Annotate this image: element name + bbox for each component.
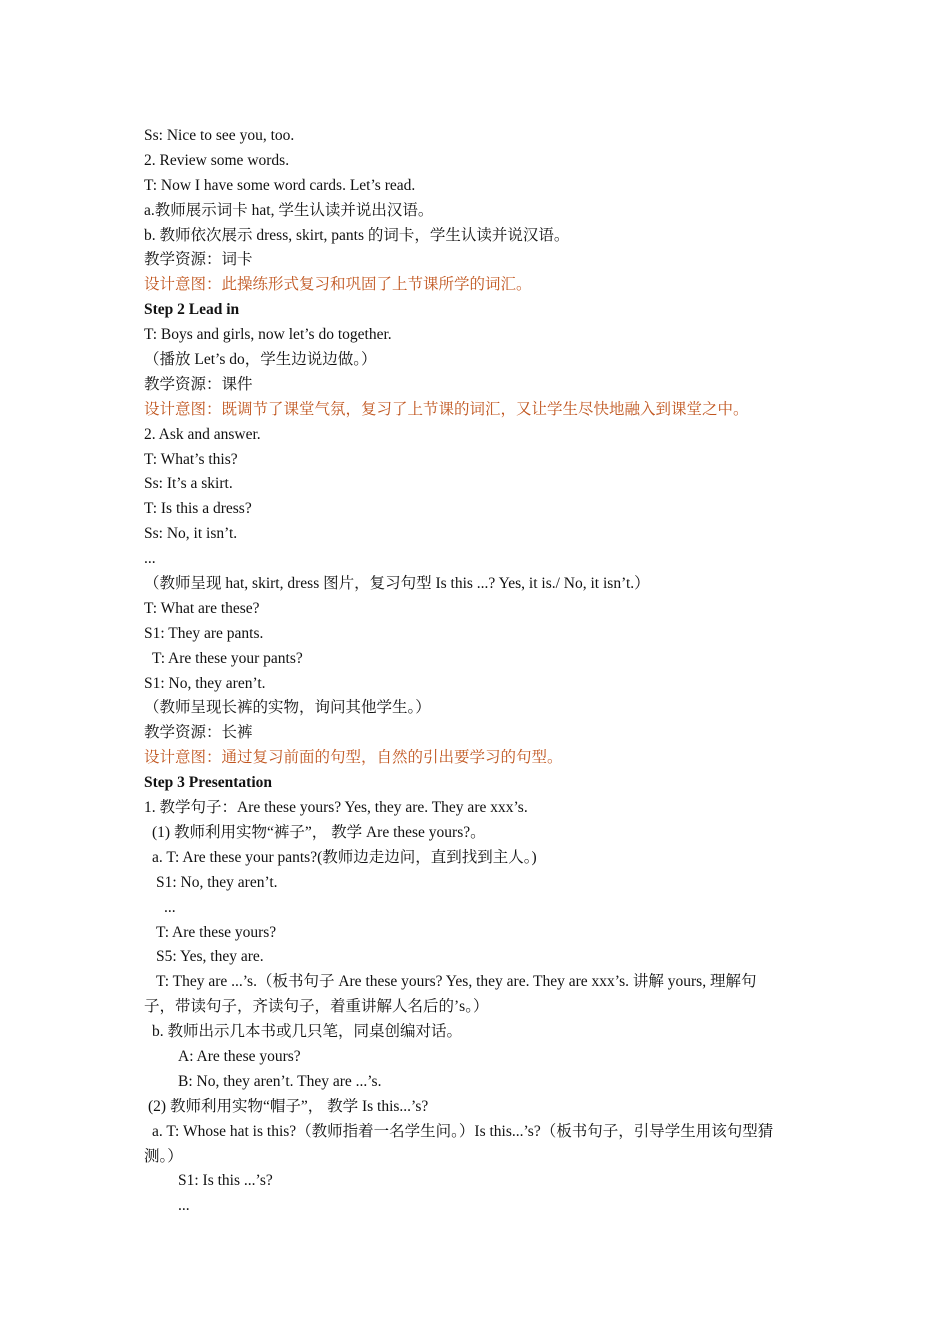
resource-line: 教学资源：长裤	[144, 724, 253, 742]
text-line: a. T: Whose hat is this?（教师指着一名学生问。）Is this...’s?（板书句子，引导学生用该句型猜	[152, 1122, 774, 1140]
text-line: 子，带读句子，齐读句子，着重讲解人名后的’s。）	[144, 998, 489, 1016]
text-line: S1: No, they aren’t.	[156, 873, 278, 891]
text-line: b. 教师依次展示 dress, skirt, pants 的词卡，学生认读并说汉语。	[144, 226, 570, 244]
document-page	[144, 124, 814, 1219]
text-line: （教师呈现长裤的实物，询问其他学生。）	[144, 699, 431, 717]
text-line: Ss: No, it isn’t.	[144, 525, 238, 543]
text-line: T: Are these your pants?	[152, 649, 303, 667]
dialogue-line: ...	[178, 1197, 190, 1215]
text-line: S1: No, they aren’t.	[144, 674, 266, 692]
design-intent-line: 设计意图：通过复习前面的句型，自然的引出要学习的句型。	[144, 749, 563, 767]
design-intent-line: 设计意图：此操练形式复习和巩固了上节课所学的词汇。	[144, 276, 532, 294]
text-line: (1) 教师利用实物“裤子”， 教学 Are these yours?。	[152, 823, 486, 841]
text-line: (2) 教师利用实物“帽子”， 教学 Is this...’s?	[148, 1097, 429, 1115]
step-heading: Step 3 Presentation	[144, 774, 273, 792]
text-line: T: Is this a dress?	[144, 500, 252, 518]
text-line: Ss: Nice to see you, too.	[144, 127, 295, 144]
text-line: 2. Review some words.	[144, 151, 290, 169]
text-line: T: What are these?	[144, 599, 260, 617]
text-line: ...	[164, 898, 176, 916]
dialogue-line: B: No, they aren’t. They are ...’s.	[178, 1072, 382, 1090]
text-line: 1. 教学句子：Are these yours? Yes, they are. They are xxx’s.	[144, 799, 528, 817]
text-line: a. T: Are these your pants?(教师边走边问，直到找到主人。)	[152, 848, 537, 866]
text-line: T: Are these yours?	[156, 923, 277, 941]
text-line: T: They are ...’s.（板书句子 Are these yours? Yes, they are. They are xxx’s. 讲解 yours, 理解句	[156, 973, 757, 991]
text-line: ...	[144, 550, 156, 568]
dialogue-line: A: Are these yours?	[178, 1047, 301, 1065]
text-line: T: Boys and girls, now let’s do together.	[144, 326, 392, 344]
text-line: 测。）	[144, 1147, 183, 1165]
text-line: Ss: It’s a skirt.	[144, 475, 233, 493]
step-heading: Step 2 Lead in	[144, 301, 240, 319]
text-line: （播放 Let’s do，学生边说边做。）	[144, 351, 377, 369]
resource-line: 教学资源：词卡	[144, 251, 253, 269]
text-line: S5: Yes, they are.	[156, 948, 264, 966]
text-line: b. 教师出示几本书或几只笔，同桌创编对话。	[152, 1023, 463, 1041]
design-intent-line: 设计意图：既调节了课堂气氛，复习了上节课的词汇，又让学生尽快地融入到课堂之中。	[144, 400, 749, 418]
text-line: （教师呈现 hat, skirt, dress 图片，复习句型 Is this ...? Yes, it is./ No, it isn’t.）	[144, 575, 650, 593]
text-line: T: What’s this?	[144, 450, 238, 468]
text-line: T: Now I have some word cards. Let’s read.	[144, 176, 416, 194]
dialogue-line: S1: Is this ...’s?	[178, 1172, 273, 1190]
resource-line: 教学资源：课件	[144, 375, 253, 393]
text-line: 2. Ask and answer.	[144, 425, 261, 443]
text-line: a.教师展示词卡 hat, 学生认读并说出汉语。	[144, 201, 434, 219]
text-line: S1: They are pants.	[144, 624, 264, 642]
